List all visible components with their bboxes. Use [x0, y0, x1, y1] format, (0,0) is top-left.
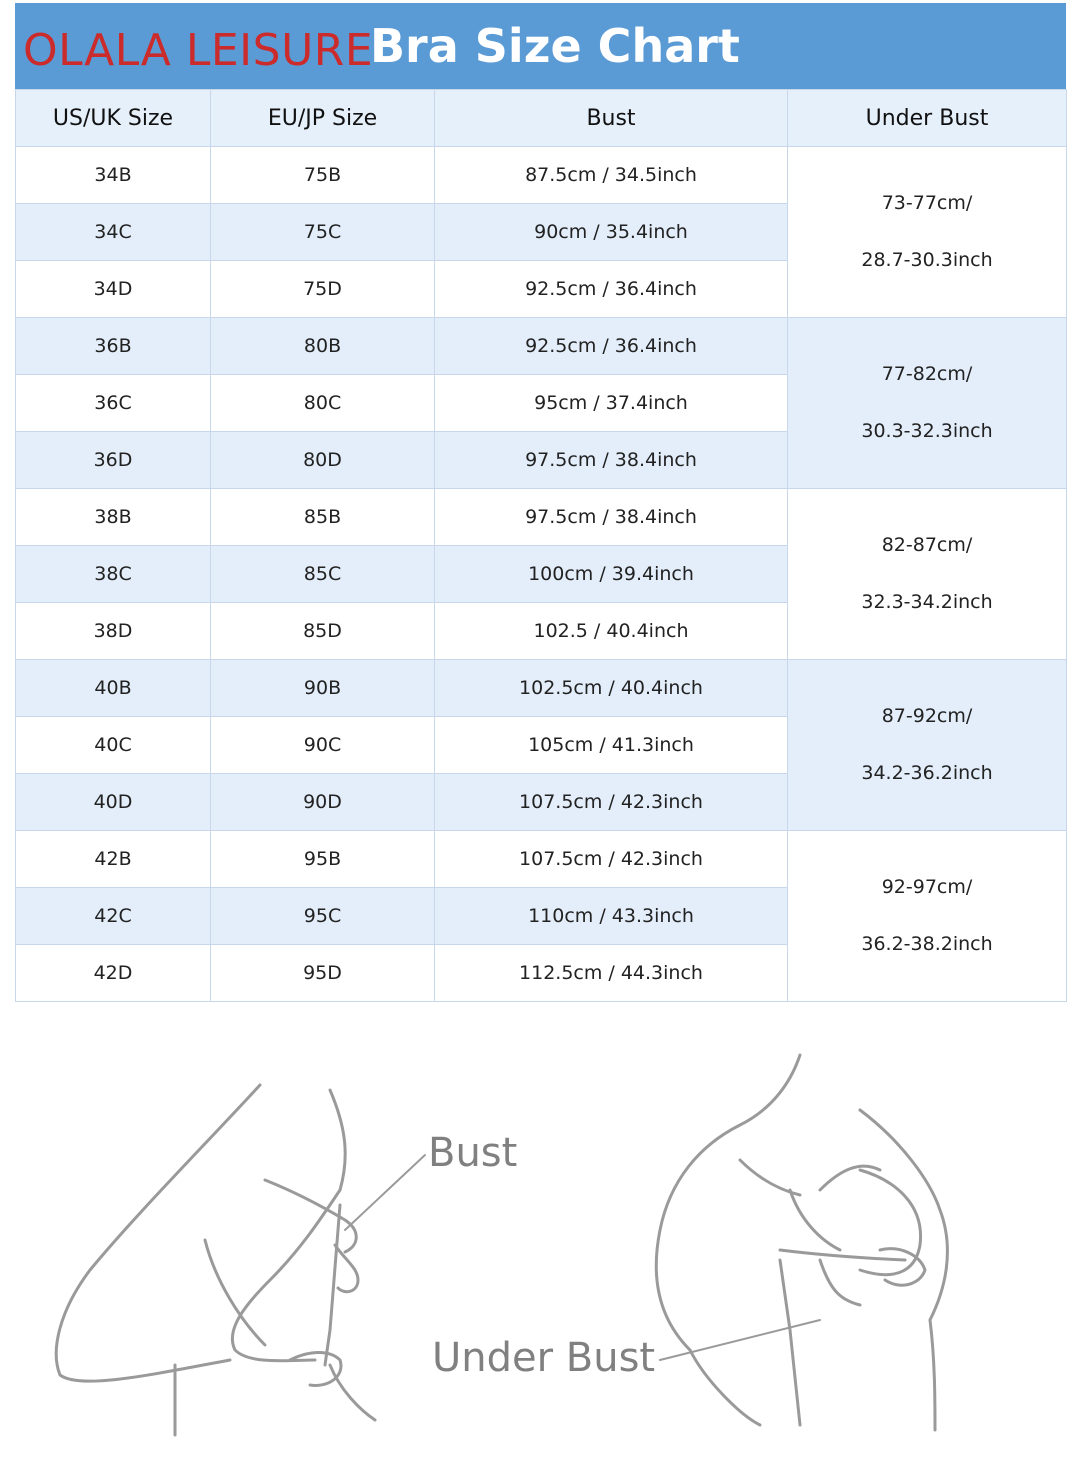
us-uk-size-cell: 36C	[16, 375, 211, 432]
brand-name: OLALA LEISURE	[23, 25, 374, 76]
under-bust-cell	[788, 318, 1067, 489]
bust-label: Bust	[428, 1130, 518, 1176]
bust-cell: 97.5cm / 38.4inch	[435, 432, 788, 489]
table-row	[16, 318, 1067, 375]
bust-cell: 107.5cm / 42.3inch	[435, 774, 788, 831]
eu-jp-size-cell: 95C	[211, 888, 435, 945]
eu-jp-size-cell: 90D	[211, 774, 435, 831]
table-row	[16, 489, 1067, 546]
eu-jp-size-cell: 80C	[211, 375, 435, 432]
chart-header	[15, 3, 1066, 89]
under-bust-cell	[788, 831, 1067, 1002]
under-bust-cell	[788, 147, 1067, 318]
us-uk-size-cell: 38B	[16, 489, 211, 546]
under-bust-inch: 32.3-34.2inch	[861, 591, 993, 613]
us-uk-size-cell: 34B	[16, 147, 211, 204]
eu-jp-size-cell: 75B	[211, 147, 435, 204]
bust-cell: 112.5cm / 44.3inch	[435, 945, 788, 1002]
column-header-us-uk: US/UK Size	[16, 90, 211, 147]
bust-cell: 102.5cm / 40.4inch	[435, 660, 788, 717]
bust-cell: 92.5cm / 36.4inch	[435, 261, 788, 318]
bust-cell: 107.5cm / 42.3inch	[435, 831, 788, 888]
us-uk-size-cell: 34D	[16, 261, 211, 318]
column-header-eu-jp: EU/JP Size	[211, 90, 435, 147]
under-bust-cm: 77-82cm/	[881, 363, 973, 385]
eu-jp-size-cell: 90C	[211, 717, 435, 774]
bust-cell: 102.5 / 40.4inch	[435, 603, 788, 660]
eu-jp-size-cell: 85C	[211, 546, 435, 603]
measurement-illustration	[0, 1030, 1080, 1473]
eu-jp-size-cell: 85D	[211, 603, 435, 660]
under-bust-cm: 82-87cm/	[881, 534, 973, 556]
bust-cell: 105cm / 41.3inch	[435, 717, 788, 774]
bust-cell: 97.5cm / 38.4inch	[435, 489, 788, 546]
us-uk-size-cell: 42D	[16, 945, 211, 1002]
eu-jp-size-cell: 75C	[211, 204, 435, 261]
us-uk-size-cell: 42C	[16, 888, 211, 945]
table-row	[16, 147, 1067, 204]
column-header-bust: Bust	[435, 90, 788, 147]
column-header-under-bust: Under Bust	[788, 90, 1067, 147]
under-bust-inch: 30.3-32.3inch	[861, 420, 993, 442]
us-uk-size-cell: 34C	[16, 204, 211, 261]
bust-cell: 90cm / 35.4inch	[435, 204, 788, 261]
eu-jp-size-cell: 90B	[211, 660, 435, 717]
under-bust-inch: 28.7-30.3inch	[861, 249, 993, 271]
bust-cell: 87.5cm / 34.5inch	[435, 147, 788, 204]
table-row	[16, 660, 1067, 717]
eu-jp-size-cell: 75D	[211, 261, 435, 318]
under-bust-inch: 34.2-36.2inch	[861, 762, 993, 784]
bust-cell: 110cm / 43.3inch	[435, 888, 788, 945]
us-uk-size-cell: 42B	[16, 831, 211, 888]
us-uk-size-cell: 40B	[16, 660, 211, 717]
eu-jp-size-cell: 85B	[211, 489, 435, 546]
under-bust-cm: 87-92cm/	[881, 705, 973, 727]
bust-cell: 100cm / 39.4inch	[435, 546, 788, 603]
eu-jp-size-cell: 80B	[211, 318, 435, 375]
us-uk-size-cell: 40C	[16, 717, 211, 774]
eu-jp-size-cell: 80D	[211, 432, 435, 489]
table-row	[16, 831, 1067, 888]
under-bust-cm: 92-97cm/	[881, 876, 973, 898]
under-bust-label: Under Bust	[432, 1335, 656, 1381]
bust-cell: 95cm / 37.4inch	[435, 375, 788, 432]
under-bust-cell	[788, 660, 1067, 831]
under-bust-inch: 36.2-38.2inch	[861, 933, 993, 955]
under-bust-cell	[788, 489, 1067, 660]
page-title: Bra Size Chart	[370, 19, 740, 73]
bust-cell: 92.5cm / 36.4inch	[435, 318, 788, 375]
us-uk-size-cell: 38D	[16, 603, 211, 660]
eu-jp-size-cell: 95D	[211, 945, 435, 1002]
us-uk-size-cell: 36B	[16, 318, 211, 375]
us-uk-size-cell: 38C	[16, 546, 211, 603]
measurement-figures	[0, 1030, 1080, 1473]
bust-figure	[56, 1085, 425, 1435]
size-chart-table	[15, 89, 1067, 1002]
under-bust-cm: 73-77cm/	[881, 192, 973, 214]
us-uk-size-cell: 40D	[16, 774, 211, 831]
us-uk-size-cell: 36D	[16, 432, 211, 489]
under-bust-figure	[656, 1055, 947, 1430]
table-header-row	[16, 90, 1067, 147]
eu-jp-size-cell: 95B	[211, 831, 435, 888]
